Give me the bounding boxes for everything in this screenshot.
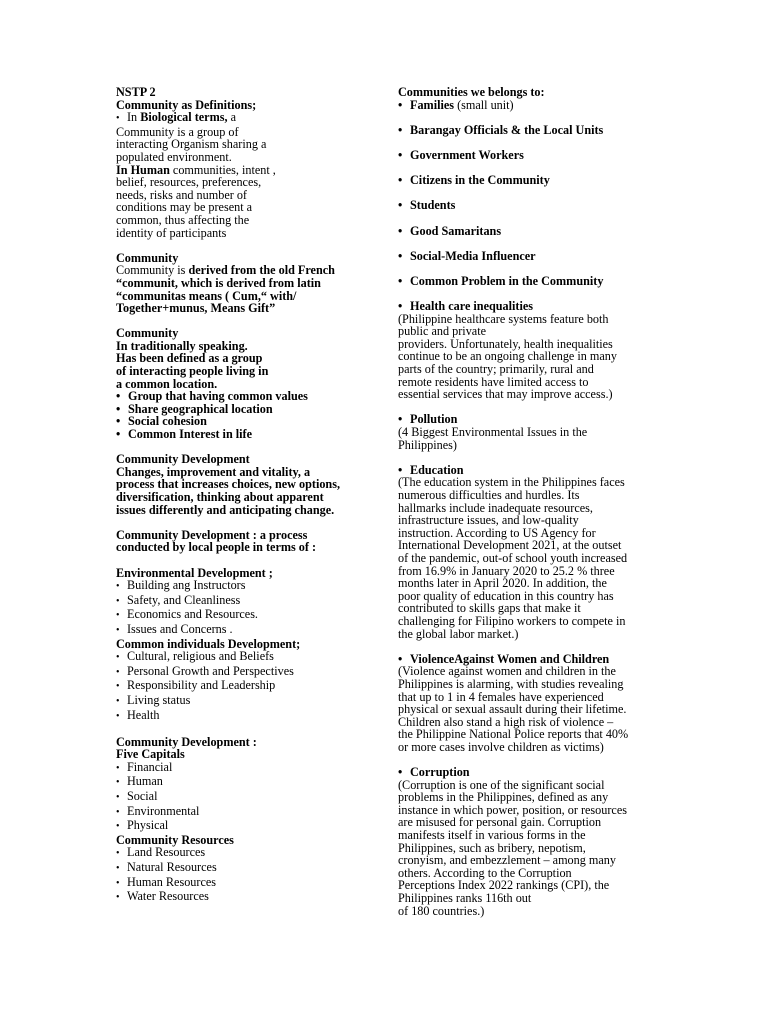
group-item: • Common Problem in the Community <box>398 273 604 288</box>
text-line: manifests itself in various forms in the <box>398 828 586 843</box>
text-line: months later in April 2020. In addition, the <box>398 576 607 591</box>
text-line: cronyism, and embezzlement – among many <box>398 853 616 868</box>
problem-heading: • Health care inequalities <box>398 299 533 314</box>
derived-line: Community is derived from the old French <box>116 263 335 278</box>
section-heading: Community Development : <box>116 734 257 749</box>
list-item: • Water Resources <box>116 889 209 904</box>
text-line: poor quality of education in this country has <box>398 588 614 603</box>
text-line: “communitas means ( Cum,“ with/ <box>116 288 297 303</box>
list-item: • Health <box>116 707 160 722</box>
list-item: • Personal Growth and Perspectives <box>116 663 294 678</box>
section-heading: Common individuals Development; <box>116 636 301 651</box>
text-line: essential services that may improve access.) <box>398 387 613 402</box>
text-line: Has been defined as a group <box>116 351 263 366</box>
text-line: identity of participants <box>116 225 227 240</box>
text-line: belief, resources, preferences, <box>116 175 262 190</box>
text-line: “communit, which is derived from latin <box>116 275 321 290</box>
list-item: • Economics and Resources. <box>116 607 258 622</box>
text-line: a common location. <box>116 376 218 391</box>
text-line: the Philippine National Police reports that 40% <box>398 727 629 742</box>
text-line: providers. Unfortunately, health inequalities <box>398 336 613 351</box>
text-line: from 16.9% in January 2020 to 25.2 % three <box>398 563 615 578</box>
list-item: • Issues and Concerns . <box>116 621 233 636</box>
text-line: Philippines is alarming, with studies revealing <box>398 676 624 691</box>
group-item: • Families (small unit) <box>398 97 514 112</box>
text-line: that up to 1 in 4 females have experienced <box>398 689 604 704</box>
text-line: Community Development : a process <box>116 527 308 542</box>
text-line: Philippines, such as bribery, nepotism, <box>398 840 586 855</box>
text-line: or more cases involve children as victims) <box>398 739 604 754</box>
text-line: Philippines ranks 116th out <box>398 891 532 905</box>
section-heading: Community Development <box>116 452 250 467</box>
list-item: • Human Resources <box>116 874 217 889</box>
bullet-item: • Common Interest in life <box>116 427 253 442</box>
list-item: • Environmental <box>116 803 200 818</box>
text-line: (Philippine healthcare systems feature both <box>398 311 609 326</box>
bullet-item: • Share geographical location <box>116 401 273 416</box>
text-line: In traditionally speaking. <box>116 338 248 353</box>
text-line: issues differently and anticipating change. <box>116 502 335 517</box>
section-heading: Community as Definitions; <box>116 97 257 112</box>
text-line: the global labor market.) <box>398 626 519 641</box>
text-line: are misused for personal gain. Corruption <box>398 815 602 830</box>
text-line: parts of the country; primarily, rural and <box>398 362 594 377</box>
section-heading: Environmental Development ; <box>116 565 273 580</box>
text-line: conditions may be present a <box>116 200 253 215</box>
group-item: • Social-Media Influencer <box>398 248 536 263</box>
bullet-item: • Group that having common values <box>116 389 308 404</box>
group-item: • Government Workers <box>398 147 524 162</box>
text-line: Together+munus, Means Gift” <box>116 301 276 316</box>
text-line: continue to be an ongoing challenge in many <box>398 349 617 364</box>
text-line: conducted by local people in terms of : <box>116 540 317 555</box>
text-line: instance in which power, position, or resources <box>398 802 627 817</box>
text-line: (Violence against women and children in the <box>398 664 616 679</box>
bullet-item: • Social cohesion <box>116 414 207 429</box>
list-item: • Social <box>116 789 158 804</box>
problem-heading: • Corruption <box>398 765 470 780</box>
list-item: • Cultural, religious and Beliefs <box>116 649 274 664</box>
section-heading: Community <box>116 250 179 265</box>
human-line: In Human communities, intent , <box>116 162 276 177</box>
text-line: others. According to the Corruption <box>398 865 572 880</box>
section-heading: Five Capitals <box>116 747 185 762</box>
text-line: remote residents have limited access to <box>398 374 589 389</box>
text-line: needs, risks and number of <box>116 187 247 202</box>
group-item: • Citizens in the Community <box>398 173 550 188</box>
text-line: process that increases choices, new options, <box>116 477 340 492</box>
biological-line: • In Biological terms, a <box>116 110 236 125</box>
text-line: (4 Biggest Environmental Issues in the <box>398 425 588 440</box>
section-heading: Community <box>116 326 179 341</box>
list-item: • Living status <box>116 692 191 707</box>
text-line: Philippines) <box>398 437 457 452</box>
group-item: • Students <box>398 198 456 213</box>
text-line: contributed to skills gaps that make it <box>398 601 581 616</box>
right-column <box>398 86 656 917</box>
list-item: • Land Resources <box>116 845 206 860</box>
text-line: International Development 2021, at the outset <box>398 538 622 553</box>
text-line: (The education system in the Philippines faces <box>398 475 625 490</box>
text-line: common, thus affecting the <box>116 212 250 227</box>
text-line: numerous difficulties and hurdles. Its <box>398 488 580 502</box>
group-item: • Barangay Officials & the Local Units <box>398 122 604 137</box>
section-heading: Community Resources <box>116 832 234 847</box>
list-item: • Natural Resources <box>116 860 217 875</box>
list-item: • Human <box>116 774 163 789</box>
list-item: • Financial <box>116 759 173 774</box>
text-line: of the pandemic, out-of school youth increased <box>398 550 628 565</box>
text-line: public and private <box>398 324 486 339</box>
list-item: • Building ang Instructors <box>116 578 246 593</box>
text-line: infrastructure issues, and low-quality <box>398 513 579 528</box>
text-line: of 180 countries.) <box>398 903 485 918</box>
problem-heading: • ViolenceAgainst Women and Children <box>398 651 610 666</box>
text-line: hallmarks include inadequate resources, <box>398 500 593 515</box>
list-item: • Physical <box>116 818 169 833</box>
document-title: NSTP 2 <box>116 85 156 99</box>
left-column <box>116 86 378 905</box>
list-item: • Safety, and Cleanliness <box>116 592 241 607</box>
section-heading: Communities we belongs to: <box>398 85 545 99</box>
text-line: problems in the Philippines, defined as any <box>398 790 609 805</box>
text-line: Perceptions Index 2022 rankings (CPI), the <box>398 878 610 893</box>
text-line: diversification, thinking about apparent <box>116 490 324 504</box>
text-line: Community is a group of <box>116 124 239 139</box>
text-line: Changes, improvement and vitality, a <box>116 464 311 479</box>
text-line: physical or sexual assault during their lifetime. <box>398 702 627 717</box>
problem-heading: • Education <box>398 462 464 477</box>
text-line: interacting Organism sharing a <box>116 137 267 152</box>
text-line: instruction. According to US Agency for <box>398 525 596 540</box>
text-line: challenging for Filipino workers to compete in <box>398 613 626 628</box>
text-line: (Corruption is one of the significant social <box>398 777 605 792</box>
text-line: populated environment. <box>116 149 232 164</box>
problem-heading: • Pollution <box>398 412 458 427</box>
list-item: • Responsibility and Leadership <box>116 678 276 693</box>
group-item: • Good Samaritans <box>398 223 502 238</box>
text-line: of interacting people living in <box>116 364 269 379</box>
text-line: Children also stand a high risk of violence – <box>398 714 614 729</box>
